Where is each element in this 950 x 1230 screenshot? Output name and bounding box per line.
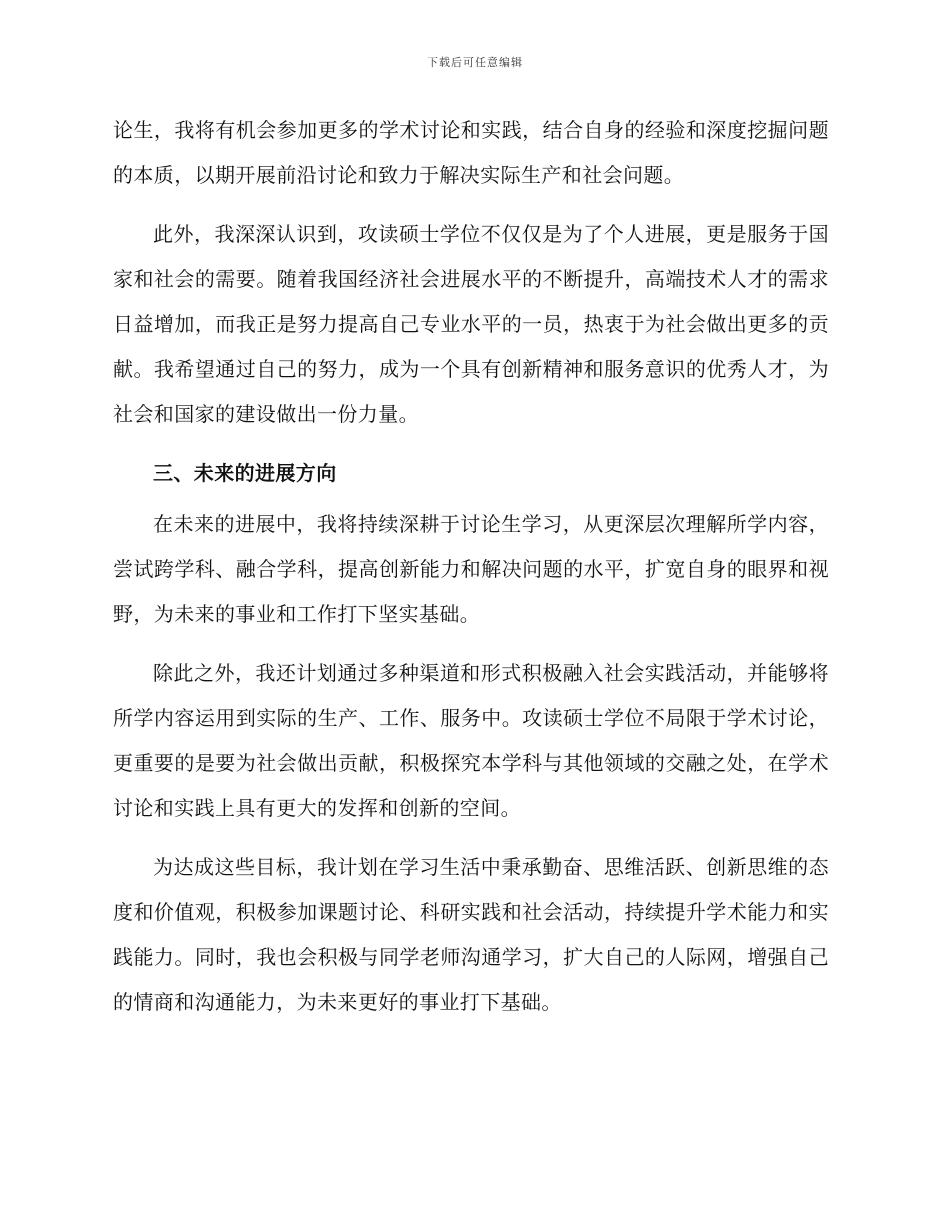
- paragraph-service-to-society: 此外，我深深认识到，攻读硕士学位不仅仅是为了个人进展，更是服务于国家和社会的需要。随着我国经济社会进展水平的不断提升，高端技术人才的需求日益增加，而我正是努力提高自己专业水平的一员，热衷于为社会做出更多的贡献。我希望通过自己的努力，成为一个具有创新精神和服务意识的优秀人才，为社会和国家的建设做出一份力量。: [113, 222, 829, 426]
- section-heading: 三、未来的进展方向: [153, 461, 337, 485]
- paragraph-social-practice: 除此之外，我还计划通过多种渠道和形式积极融入社会实践活动，并能够将所学内容运用到实际的生产、工作、服务中。攻读硕士学位不局限于学术讨论，更重要的是要为社会做出贡献，积极探究本学科与其他领域的交融之处，在学术讨论和实践上具有更大的发挥和创新的空间。: [113, 661, 829, 820]
- paragraph-goals: 为达成这些目标，我计划在学习生活中秉承勤奋、思维活跃、创新思维的态度和价值观，积极参加课题讨论、科研实践和社会活动，持续提升学术能力和实践能力。同时，我也会积极与同学老师沟通学习，扩大自己的人际网，增强自己的情商和沟通能力，为未来更好的事业打下基础。: [113, 855, 829, 1014]
- paragraph-future-study: 在未来的进展中，我将持续深耕于讨论生学习，从更深层次理解所学内容，尝试跨学科、融合学科，提高创新能力和解决问题的水平，扩宽自身的眼界和视野，为未来的事业和工作打下坚实基础。: [113, 512, 829, 626]
- paragraph-continuation: 论生，我将有机会参加更多的学术讨论和实践，结合自身的经验和深度挖掘问题的本质，以期开展前沿讨论和致力于解决实际生产和社会问题。: [113, 118, 829, 187]
- page-header: 下载后可任意编辑: [427, 56, 523, 69]
- document-body: [113, 108, 829, 1039]
